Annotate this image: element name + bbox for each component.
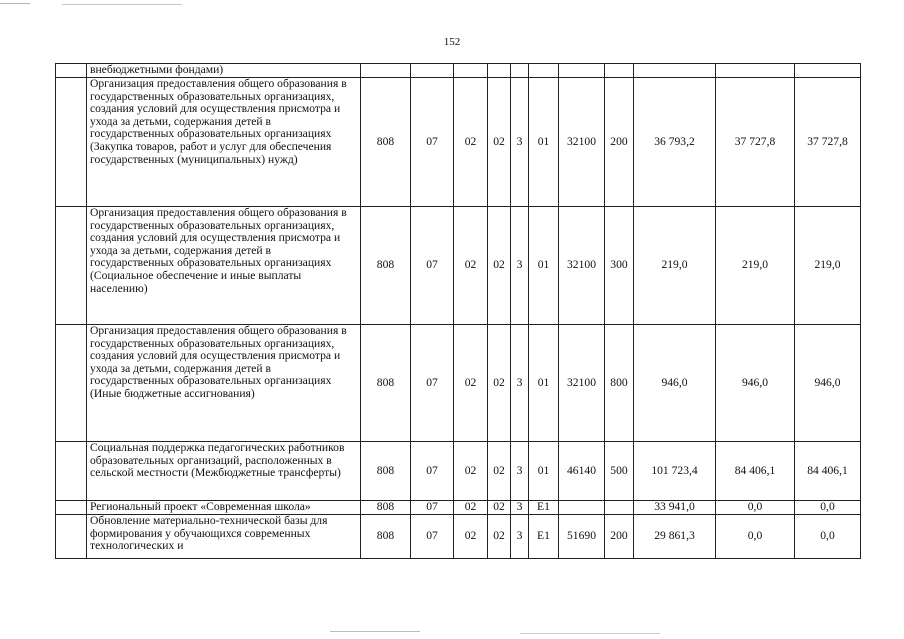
cell-subsection: 02 [454,207,488,325]
cell-subsection: 02 [454,325,488,442]
cell-amount-1: 36 793,2 [634,78,716,207]
cell-expense-type: 200 [605,515,634,559]
budget-table [55,63,861,559]
cell-program: 02 [488,515,511,559]
cell-section [411,64,454,78]
cell-amount-2: 37 727,8 [716,78,795,207]
cell-amount-2: 84 406,1 [716,442,795,501]
cell-section: 07 [411,515,454,559]
row-stub [56,501,87,515]
cell-amount-1: 946,0 [634,325,716,442]
table-row [56,501,861,515]
cell-expense-type [605,64,634,78]
cell-amount-2: 946,0 [716,325,795,442]
cell-subprogram: 3 [511,78,529,207]
cell-direction: 32100 [559,207,605,325]
page-number: 152 [443,36,461,48]
row-name: Социальная поддержка педагогических работников образовательных организаций, расположенных в сельской местности (Межбюджетные трансферты) [87,442,361,501]
cell-direction [559,501,605,515]
table-row [56,64,861,78]
row-name: Организация предоставления общего образования в государственных образовательных организациях, создания условий для осуществления присмотра и ухода за детьми, содержания детей в государственных образовательных организациях (Закупка товаров, работ и услуг для обеспечения государственных (муниципальных) нужд) [87,78,361,207]
cell-subsection: 02 [454,442,488,501]
cell-ministry: 808 [361,442,411,501]
row-name: Региональный проект «Современная школа» [87,501,361,515]
cell-subprogram: 3 [511,325,529,442]
cell-subprogram: 3 [511,442,529,501]
cell-ministry: 808 [361,501,411,515]
cell-subsection [454,64,488,78]
cell-expense-type [605,501,634,515]
cell-direction: 51690 [559,515,605,559]
scan-artifact-bottom-left [330,631,420,632]
cell-amount-2 [716,64,795,78]
cell-expense-type: 500 [605,442,634,501]
cell-program [488,64,511,78]
cell-event [529,64,559,78]
cell-direction: 32100 [559,325,605,442]
cell-subprogram [511,64,529,78]
cell-subsection: 02 [454,78,488,207]
cell-amount-2: 0,0 [716,501,795,515]
cell-subsection: 02 [454,501,488,515]
cell-expense-type: 200 [605,78,634,207]
cell-direction: 46140 [559,442,605,501]
cell-amount-3: 0,0 [795,501,861,515]
cell-amount-3: 946,0 [795,325,861,442]
cell-amount-2: 0,0 [716,515,795,559]
cell-ministry: 808 [361,515,411,559]
row-stub [56,442,87,501]
cell-amount-3: 219,0 [795,207,861,325]
cell-ministry [361,64,411,78]
table-row [56,78,861,207]
cell-program: 02 [488,501,511,515]
cell-expense-type: 800 [605,325,634,442]
cell-section: 07 [411,325,454,442]
scan-artifact-top-left [0,3,30,4]
row-stub [56,64,87,78]
cell-subsection: 02 [454,515,488,559]
cell-direction [559,64,605,78]
cell-amount-1: 219,0 [634,207,716,325]
cell-amount-1 [634,64,716,78]
row-stub [56,515,87,559]
row-name: Обновление материально-технической базы для формирования у обучающихся современных технологических и [87,515,361,559]
cell-amount-3: 0,0 [795,515,861,559]
cell-amount-3: 37 727,8 [795,78,861,207]
cell-section: 07 [411,78,454,207]
cell-amount-3: 84 406,1 [795,442,861,501]
cell-program: 02 [488,207,511,325]
cell-amount-3 [795,64,861,78]
scan-artifact-bottom-right [520,633,660,634]
cell-program: 02 [488,442,511,501]
cell-event: 01 [529,442,559,501]
cell-event: E1 [529,515,559,559]
cell-section: 07 [411,442,454,501]
row-name: Организация предоставления общего образования в государственных образовательных организациях, создания условий для осуществления присмотра и ухода за детьми, содержания детей в государственных образовательных организациях (Социальное обеспечение и иные выплаты населению) [87,207,361,325]
cell-event: E1 [529,501,559,515]
scan-artifact-top-right [62,4,182,5]
cell-section: 07 [411,207,454,325]
cell-amount-1: 101 723,4 [634,442,716,501]
cell-event: 01 [529,78,559,207]
table-row [56,207,861,325]
row-name: Организация предоставления общего образования в государственных образовательных организациях, создания условий для осуществления присмотра и ухода за детьми, содержания детей в государственных образовательных организациях (Иные бюджетные ассигнования) [87,325,361,442]
row-stub [56,325,87,442]
cell-program: 02 [488,78,511,207]
row-name: внебюджетными фондами) [87,64,361,78]
cell-subprogram: 3 [511,501,529,515]
row-stub [56,207,87,325]
cell-program: 02 [488,325,511,442]
cell-ministry: 808 [361,207,411,325]
cell-subprogram: 3 [511,207,529,325]
cell-section: 07 [411,501,454,515]
cell-direction: 32100 [559,78,605,207]
cell-ministry: 808 [361,325,411,442]
cell-amount-1: 29 861,3 [634,515,716,559]
table-row [56,442,861,501]
cell-subprogram: 3 [511,515,529,559]
row-stub [56,78,87,207]
cell-ministry: 808 [361,78,411,207]
table-row [56,515,861,559]
cell-amount-2: 219,0 [716,207,795,325]
cell-expense-type: 300 [605,207,634,325]
cell-event: 01 [529,325,559,442]
cell-event: 01 [529,207,559,325]
table-row [56,325,861,442]
cell-amount-1: 33 941,0 [634,501,716,515]
